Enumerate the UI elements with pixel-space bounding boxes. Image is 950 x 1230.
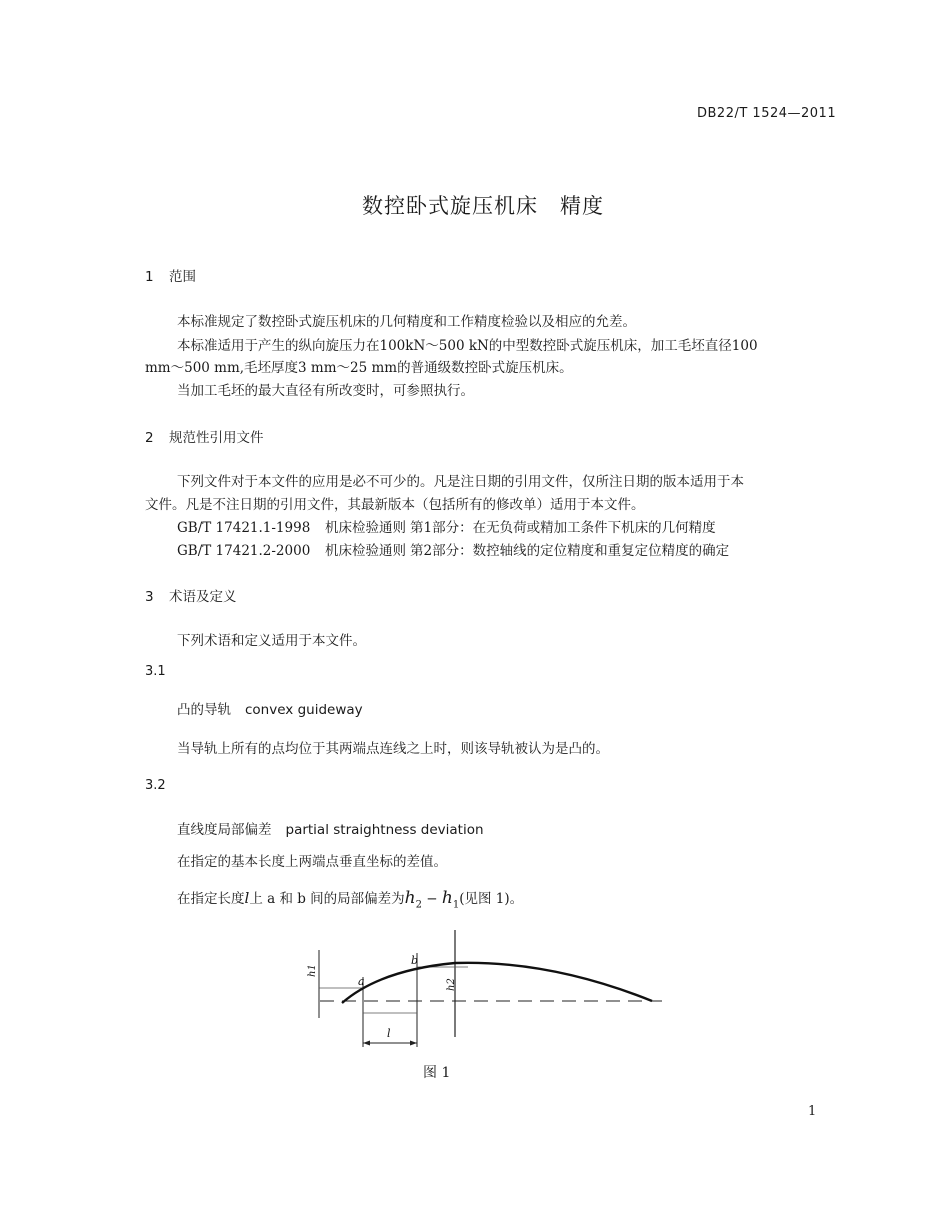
section-heading-terms	[145, 585, 237, 605]
section-heading-refs	[145, 426, 264, 446]
reference-item	[177, 516, 716, 536]
clause-number-3-2: 3.2	[145, 778, 166, 793]
reference-code: GB/T 17421.2-2000	[177, 543, 311, 559]
reference-title: 机床检验通则	[325, 520, 406, 536]
formula-h2	[404, 888, 422, 911]
section-title: 规范性引用文件	[169, 430, 264, 446]
standard-code: DB22/T 1524—2011	[697, 106, 837, 121]
fig-l-arrow-left	[363, 1041, 370, 1046]
formula-minus: −	[422, 891, 442, 907]
reference-part: 第2部分：数控轴线的定位精度和重复定位精度的确定	[410, 543, 730, 559]
reference-code: GB/T 17421.1-1998	[177, 520, 311, 536]
formula-h2-var: h	[404, 888, 416, 908]
formula-text-pre: 在指定长度	[177, 891, 245, 907]
fig-convex-curve	[342, 963, 652, 1003]
section-number: 2	[145, 430, 154, 446]
fig-label-a: a	[358, 975, 365, 988]
fig-label-b: b	[411, 954, 419, 967]
clause-number-3-1: 3.1	[145, 664, 166, 679]
section-title: 范围	[169, 269, 196, 285]
fig-label-l: l	[387, 1027, 391, 1040]
reference-part: 第1部分：在无负荷或精加工条件下机床的几何精度	[410, 520, 716, 536]
section-heading-scope	[145, 265, 196, 285]
section-number: 1	[145, 269, 154, 285]
reference-title: 机床检验通则	[325, 543, 406, 559]
term-zh: 直线度局部偏差	[177, 822, 272, 838]
term-definition: 当导轨上所有的点均位于其两端点连线之上时，则该导轨被认为是凸的。	[177, 741, 609, 757]
fig-label-h2: h2	[446, 978, 457, 991]
term-zh: 凸的导轨	[177, 702, 231, 718]
term-en: convex guideway	[245, 702, 363, 718]
section-number: 3	[145, 589, 154, 605]
formula-h2-sub: 2	[415, 899, 422, 911]
formula-h1-var: h	[441, 888, 453, 908]
scope-paragraph-2-line-2: mm～500 mm,毛坯厚度3 mm～25 mm的普通级数控卧式旋压机床。	[145, 360, 573, 376]
formula-text-mid: 上 a 和 b 间的局部偏差为	[249, 891, 405, 907]
scope-paragraph-2-line-1: 本标准适用于产生的纵向旋压力在100kN～500 kN的中型数控卧式旋压机床，加工毛坯直径100	[177, 338, 758, 354]
terms-intro: 下列术语和定义适用于本文件。	[177, 633, 366, 649]
formula-h1	[441, 888, 460, 911]
term-definition: 在指定的基本长度上两端点垂直坐标的差值。	[177, 854, 447, 870]
refs-paragraph-line-2: 文件。凡是不注日期的引用文件，其最新版本（包括所有的修改单）适用于本文件。	[145, 497, 645, 513]
scope-paragraph-1: 本标准规定了数控卧式旋压机床的几何精度和工作精度检验以及相应的允差。	[177, 314, 636, 330]
term-en: partial straightness deviation	[285, 822, 484, 838]
figure-caption: 图 1	[423, 1065, 451, 1081]
formula-l: l	[244, 889, 250, 907]
refs-paragraph-line-1: 下列文件对于本文件的应用是必不可少的。凡是注日期的引用文件，仅所注日期的版本适用于本	[177, 474, 744, 490]
fig-l-arrow-right	[410, 1041, 417, 1046]
term-partial-straightness	[177, 818, 484, 838]
term-convex-guideway	[177, 698, 363, 718]
term-formula-line	[177, 887, 523, 910]
reference-item	[177, 539, 729, 559]
formula-h1-sub: 1	[452, 899, 460, 911]
page-number: 1	[808, 1104, 817, 1119]
scope-paragraph-3: 当加工毛坯的最大直径有所改变时，可参照执行。	[177, 383, 474, 399]
document-title: 数控卧式旋压机床 精度	[362, 194, 604, 218]
fig-label-h1: h1	[307, 964, 318, 977]
formula-text-post: (见图 1)。	[459, 891, 524, 907]
figure-1-diagram	[300, 925, 680, 1055]
section-title: 术语及定义	[169, 589, 237, 605]
